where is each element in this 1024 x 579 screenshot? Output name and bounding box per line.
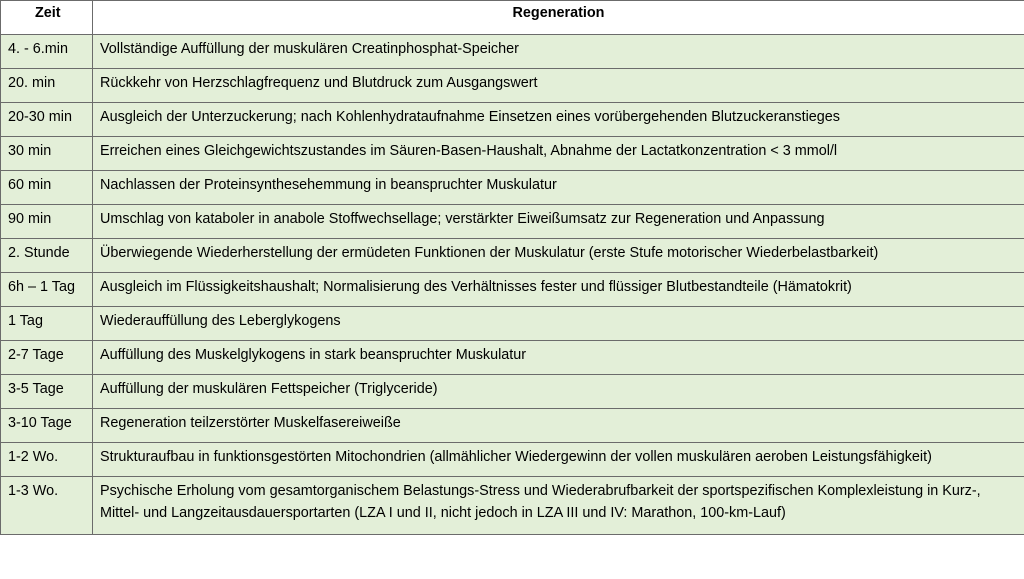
- cell-zeit: 20. min: [1, 69, 93, 103]
- cell-zeit: 1 Tag: [1, 307, 93, 341]
- cell-zeit: 3-10 Tage: [1, 409, 93, 443]
- cell-regeneration: Psychische Erholung vom gesamtorganischem Belastungs-Stress und Wiederabrufbarkeit der sportspezifischen Komplexleistung in Kurz-, Mittel- und Langzeitausdauersportarten (LZA I und II, nicht jedoch in LZA III und IV: Marathon, 100-km-Lauf): [93, 477, 1024, 535]
- cell-zeit: 4. - 6.min: [1, 35, 93, 69]
- table-row: [1, 103, 1024, 137]
- header-zeit: Zeit: [1, 1, 93, 35]
- table-row: [1, 477, 1024, 535]
- header-regeneration: Regeneration: [93, 1, 1024, 35]
- table-row: [1, 341, 1024, 375]
- cell-regeneration: Auffüllung der muskulären Fettspeicher (Triglyceride): [93, 375, 1024, 409]
- table-row: [1, 409, 1024, 443]
- cell-regeneration: Erreichen eines Gleichgewichtszustandes im Säuren-Basen-Haushalt, Abnahme der Lactatkonzentration < 3 mmol/l: [93, 137, 1024, 171]
- cell-zeit: 20-30 min: [1, 103, 93, 137]
- cell-zeit: 3-5 Tage: [1, 375, 93, 409]
- cell-zeit: 90 min: [1, 205, 93, 239]
- cell-regeneration: Überwiegende Wiederherstellung der ermüdeten Funktionen der Muskulatur (erste Stufe motorischer Wiederbelastbarkeit): [93, 239, 1024, 273]
- cell-zeit: 1-3 Wo.: [1, 477, 93, 535]
- cell-regeneration: Ausgleich der Unterzuckerung; nach Kohlenhydrataufnahme Einsetzen eines vorübergehenden Blutzuckeranstieges: [93, 103, 1024, 137]
- cell-regeneration: Nachlassen der Proteinsynthesehemmung in beanspruchter Muskulatur: [93, 171, 1024, 205]
- cell-zeit: 6h – 1 Tag: [1, 273, 93, 307]
- table-row: [1, 69, 1024, 103]
- table-row: [1, 239, 1024, 273]
- cell-regeneration: Regeneration teilzerstörter Muskelfasereiweiße: [93, 409, 1024, 443]
- table-row: [1, 137, 1024, 171]
- cell-regeneration: Ausgleich im Flüssigkeitshaushalt; Normalisierung des Verhältnisses fester und flüssiger Blutbestandteile (Hämatokrit): [93, 273, 1024, 307]
- header-row: [1, 1, 1024, 35]
- table-body: [1, 35, 1024, 535]
- cell-zeit: 60 min: [1, 171, 93, 205]
- cell-zeit: 2. Stunde: [1, 239, 93, 273]
- cell-zeit: 1-2 Wo.: [1, 443, 93, 477]
- cell-regeneration: Strukturaufbau in funktionsgestörten Mitochondrien (allmählicher Wiedergewinn der vollen muskulären aeroben Leistungsfähigkeit): [93, 443, 1024, 477]
- cell-regeneration: Wiederauffüllung des Leberglykogens: [93, 307, 1024, 341]
- table-row: [1, 307, 1024, 341]
- table-row: [1, 443, 1024, 477]
- cell-regeneration: Vollständige Auffüllung der muskulären Creatinphosphat-Speicher: [93, 35, 1024, 69]
- cell-zeit: 30 min: [1, 137, 93, 171]
- cell-zeit: 2-7 Tage: [1, 341, 93, 375]
- table-row: [1, 35, 1024, 69]
- table-row: [1, 171, 1024, 205]
- cell-regeneration: Umschlag von kataboler in anabole Stoffwechsellage; verstärkter Eiweißumsatz zur Regeneration und Anpassung: [93, 205, 1024, 239]
- cell-regeneration: Rückkehr von Herzschlagfrequenz und Blutdruck zum Ausgangswert: [93, 69, 1024, 103]
- table-row: [1, 375, 1024, 409]
- table-header: [1, 1, 1024, 35]
- table-row: [1, 205, 1024, 239]
- cell-regeneration: Auffüllung des Muskelglykogens in stark beanspruchter Muskulatur: [93, 341, 1024, 375]
- table-row: [1, 273, 1024, 307]
